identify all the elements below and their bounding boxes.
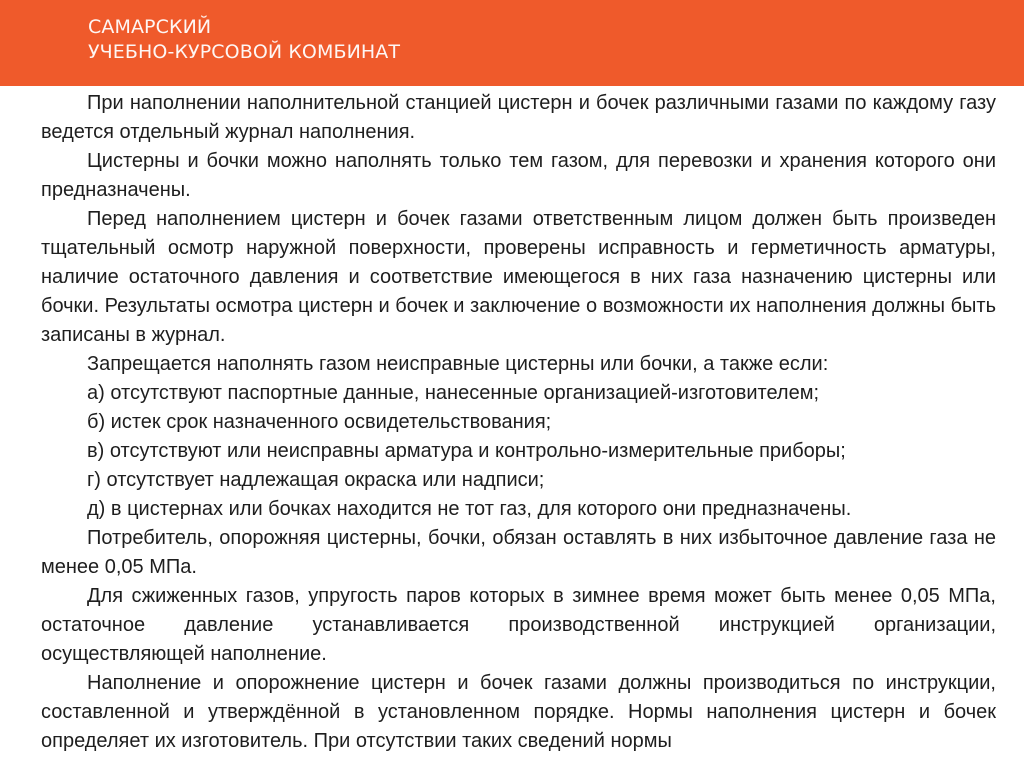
paragraph-liquefied-gases: Для сжиженных газов, упругость паров которых в зимнее время может быть менее 0,05 МПа, остаточное давление устанавливается производственной инструкцией организации, осуществляющей наполнение. xyxy=(41,585,996,665)
paragraph-journal: При наполнении наполнительной станцией цистерн и бочек различными газами по каждому газу ведется отдельный журнал наполнения. xyxy=(41,92,996,143)
header-banner xyxy=(0,0,1024,86)
paragraph-inspection: Перед наполнением цистерн и бочек газами ответственным лицом должен быть произведен тщательный осмотр наружной поверхности, проверены исправность и герметичность арматуры, наличие остаточного давления и соответствие имеющегося в них газа назначению цистерны или бочки. Результаты осмотра цистерн и бочек и заключение о возможности их наполнения должны быть записаны в журнал. xyxy=(41,208,996,346)
organization-name-line-1: САМАРСКИЙ xyxy=(88,16,212,38)
list-item-a: а) отсутствуют паспортные данные, нанесенные организацией-изготовителем; xyxy=(87,382,820,404)
paragraph-gas-purpose: Цистерны и бочки можно наполнять только тем газом, для перевозки и хранения которого они предназначены. xyxy=(41,150,996,201)
paragraph-consumer-pressure: Потребитель, опорожняя цистерны, бочки, обязан оставлять в них избыточное давление газа не менее 0,05 МПа. xyxy=(41,527,996,578)
list-item-v: в) отсутствуют или неисправны арматура и контрольно-измерительные приборы; xyxy=(87,440,846,462)
document-body xyxy=(41,89,996,756)
list-item-g: г) отсутствует надлежащая окраска или надписи; xyxy=(87,469,545,491)
paragraph-filling-norms: Наполнение и опорожнение цистерн и бочек газами должны производиться по инструкции, составленной и утверждённой в установленном порядке. Нормы наполнения цистерн и бочек определяет их изготовитель. При отсутствии таких сведений нормы xyxy=(41,672,996,752)
paragraph-prohibition: Запрещается наполнять газом неисправные цистерны или бочки, а также если: xyxy=(87,353,829,375)
list-item-d: д) в цистернах или бочках находится не тот газ, для которого они предназначены. xyxy=(87,498,852,520)
list-item-b: б) истек срок назначенного освидетельствования; xyxy=(87,411,552,433)
organization-name-line-2: УЧЕБНО-КУРСОВОЙ КОМБИНАТ xyxy=(88,41,401,63)
organization-name xyxy=(88,15,400,65)
